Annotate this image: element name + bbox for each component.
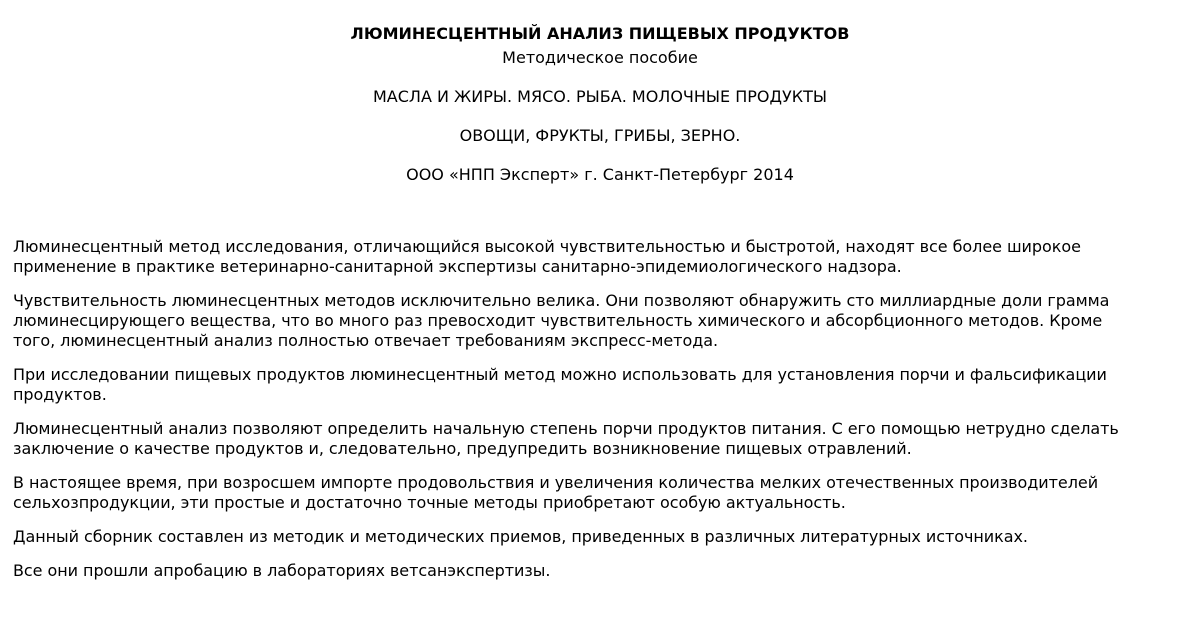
paragraph-line: Все они прошли апробацию в лабораториях ветсанэкспертизы.: [13, 561, 551, 580]
publisher-line: ООО «НПП Эксперт» г. Санкт-Петербург 2014: [406, 165, 794, 184]
topics-line-2: ОВОЩИ, ФРУКТЫ, ГРИБЫ, ЗЕРНО.: [459, 126, 741, 145]
paragraph-line: Люминесцентный анализ позволяют определить начальную степень порчи продуктов питания. С его помощью нетрудно сделать: [13, 419, 1119, 438]
paragraph-line: люминесцирующего вещества, что во много раз превосходит чувствительность химического и абсорбционного методов. Кроме: [13, 311, 1103, 330]
document-body: [13, 237, 1193, 595]
paragraph-5: [13, 473, 1193, 513]
paragraph-6: [13, 527, 1193, 547]
paragraph-7: [13, 561, 1193, 581]
paragraph-3: [13, 365, 1193, 405]
paragraph-line: Чувствительность люминесцентных методов исключительно велика. Они позволяют обнаружить сто миллиардные доли грамма: [13, 291, 1110, 310]
paragraph-line: Люминесцентный метод исследования, отличающийся высокой чувствительностью и быстротой, находят все более широкое: [13, 237, 1081, 256]
paragraph-4: [13, 419, 1193, 459]
paragraph-line: того, люминесцентный анализ полностью отвечает требованиям экспресс-метода.: [13, 331, 718, 350]
document-header: [0, 24, 1200, 185]
paragraph-1: [13, 237, 1193, 277]
paragraph-line: заключение о качестве продуктов и, следовательно, предупредить возникновение пищевых отравлений.: [13, 439, 912, 458]
paragraph-line: продуктов.: [13, 385, 107, 404]
document-title: ЛЮМИНЕСЦЕНТНЫЙ АНАЛИЗ ПИЩЕВЫХ ПРОДУКТОВ: [350, 24, 850, 43]
paragraph-line: Данный сборник составлен из методик и методических приемов, приведенных в различных литературных источниках.: [13, 527, 1028, 546]
topics-line-1: МАСЛА И ЖИРЫ. МЯСО. РЫБА. МОЛОЧНЫЕ ПРОДУКТЫ: [372, 87, 827, 106]
paragraph-line: В настоящее время, при возросшем импорте продовольствия и увеличения количества мелких отечественных производителей: [13, 473, 1099, 492]
paragraph-line: При исследовании пищевых продуктов люминесцентный метод можно использовать для установления порчи и фальсификации: [13, 365, 1107, 384]
paragraph-line: сельхозпродукции, эти простые и достаточно точные методы приобретают особую актуальность.: [13, 493, 846, 512]
paragraph-2: [13, 291, 1193, 351]
paragraph-line: применение в практике ветеринарно-санитарной экспертизы санитарно-эпидемиологического надзора.: [13, 257, 902, 276]
document-subtitle: Методическое пособие: [502, 48, 698, 67]
